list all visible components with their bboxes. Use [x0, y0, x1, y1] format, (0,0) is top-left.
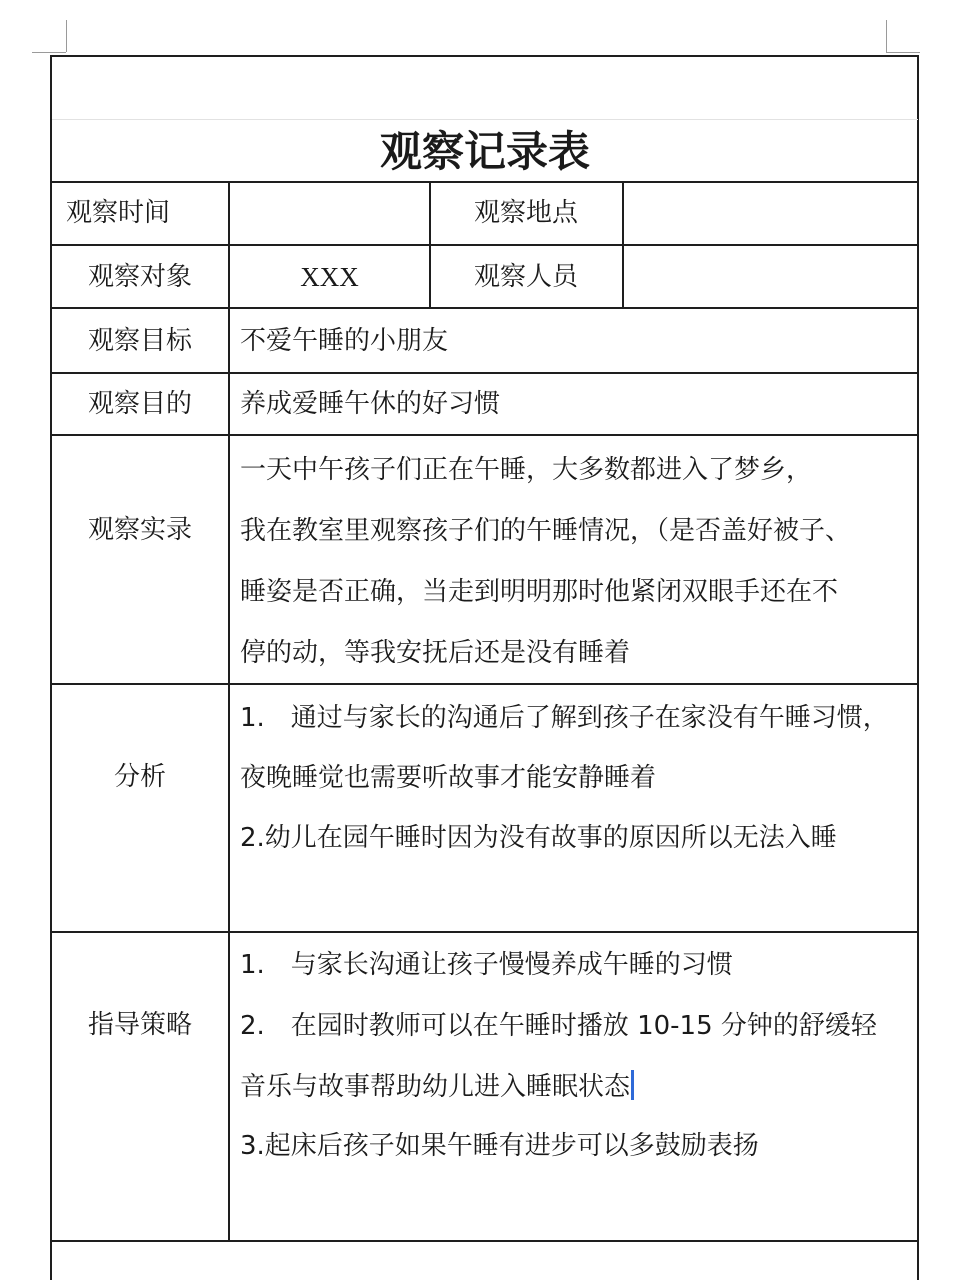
crop-mark-left-vertical [66, 20, 67, 52]
row-line-4 [50, 372, 919, 374]
record-line: 我在教室里观察孩子们的午睡情况，（是否盖好被子、 [240, 516, 852, 546]
right-column-divider [622, 181, 624, 309]
record-line: 睡姿是否正确，当走到明明那时他紧闭双眼手还在不 [240, 577, 839, 607]
table-border-left [50, 55, 52, 1280]
strategy-line: 2. 在园时教师可以在午睡时播放 10-15 分钟的舒缓轻 [240, 1011, 877, 1041]
crop-mark-right-vertical [886, 20, 887, 52]
row-line-7 [50, 931, 919, 933]
purpose-label: 观察目的 [87, 389, 192, 419]
label-column-divider [228, 181, 230, 1242]
text-caret [631, 1070, 634, 1100]
record-line: 停的动，等我安抚后还是没有睡着 [240, 638, 631, 668]
place-label: 观察地点 [473, 198, 578, 228]
purpose-value[interactable]: 养成爱睡午休的好习惯 [240, 389, 501, 419]
row-line-1 [50, 181, 919, 183]
analysis-label: 分析 [113, 762, 166, 792]
record-line: 一天中午孩子们正在午睡，大多数都进入了梦乡， [240, 455, 813, 485]
analysis-line: 1. 通过与家长的沟通后了解到孩子在家没有午睡习惯， [240, 703, 889, 733]
analysis-line: 夜晚睡觉也需要听故事才能安静睡着 [240, 763, 657, 793]
crop-mark-right-horizontal [886, 52, 920, 53]
analysis-line: 2.幼儿在园午睡时因为没有故事的原因所以无法入睡 [240, 823, 837, 853]
target-value[interactable]: 不爱午睡的小朋友 [240, 326, 449, 356]
record-label: 观察实录 [87, 515, 192, 545]
subject-value[interactable]: XXX [300, 262, 359, 292]
row-line-8 [50, 1240, 919, 1242]
target-label: 观察目标 [87, 326, 192, 356]
row-line-2 [50, 244, 919, 246]
time-label: 观察时间 [66, 198, 171, 228]
subject-label: 观察对象 [87, 262, 192, 292]
strategy-line-with-caret [240, 1070, 634, 1103]
title-faint-rule [52, 119, 918, 120]
observer-label: 观察人员 [473, 262, 578, 292]
row-line-6 [50, 683, 919, 685]
strategy-label: 指导策略 [87, 1010, 192, 1040]
strategy-line: 音乐与故事帮助幼儿进入睡眠状态 [240, 1072, 631, 1102]
row-line-3 [50, 307, 919, 309]
strategy-line: 3.起床后孩子如果午睡有进步可以多鼓励表扬 [240, 1131, 759, 1161]
table-title: 观察记录表 [379, 127, 590, 176]
crop-mark-left-horizontal [32, 52, 66, 53]
table-border-top [50, 55, 919, 57]
strategy-line: 1. 与家长沟通让孩子慢慢养成午睡的习惯 [240, 950, 733, 980]
row-line-5 [50, 434, 919, 436]
table-border-right [917, 55, 919, 1280]
